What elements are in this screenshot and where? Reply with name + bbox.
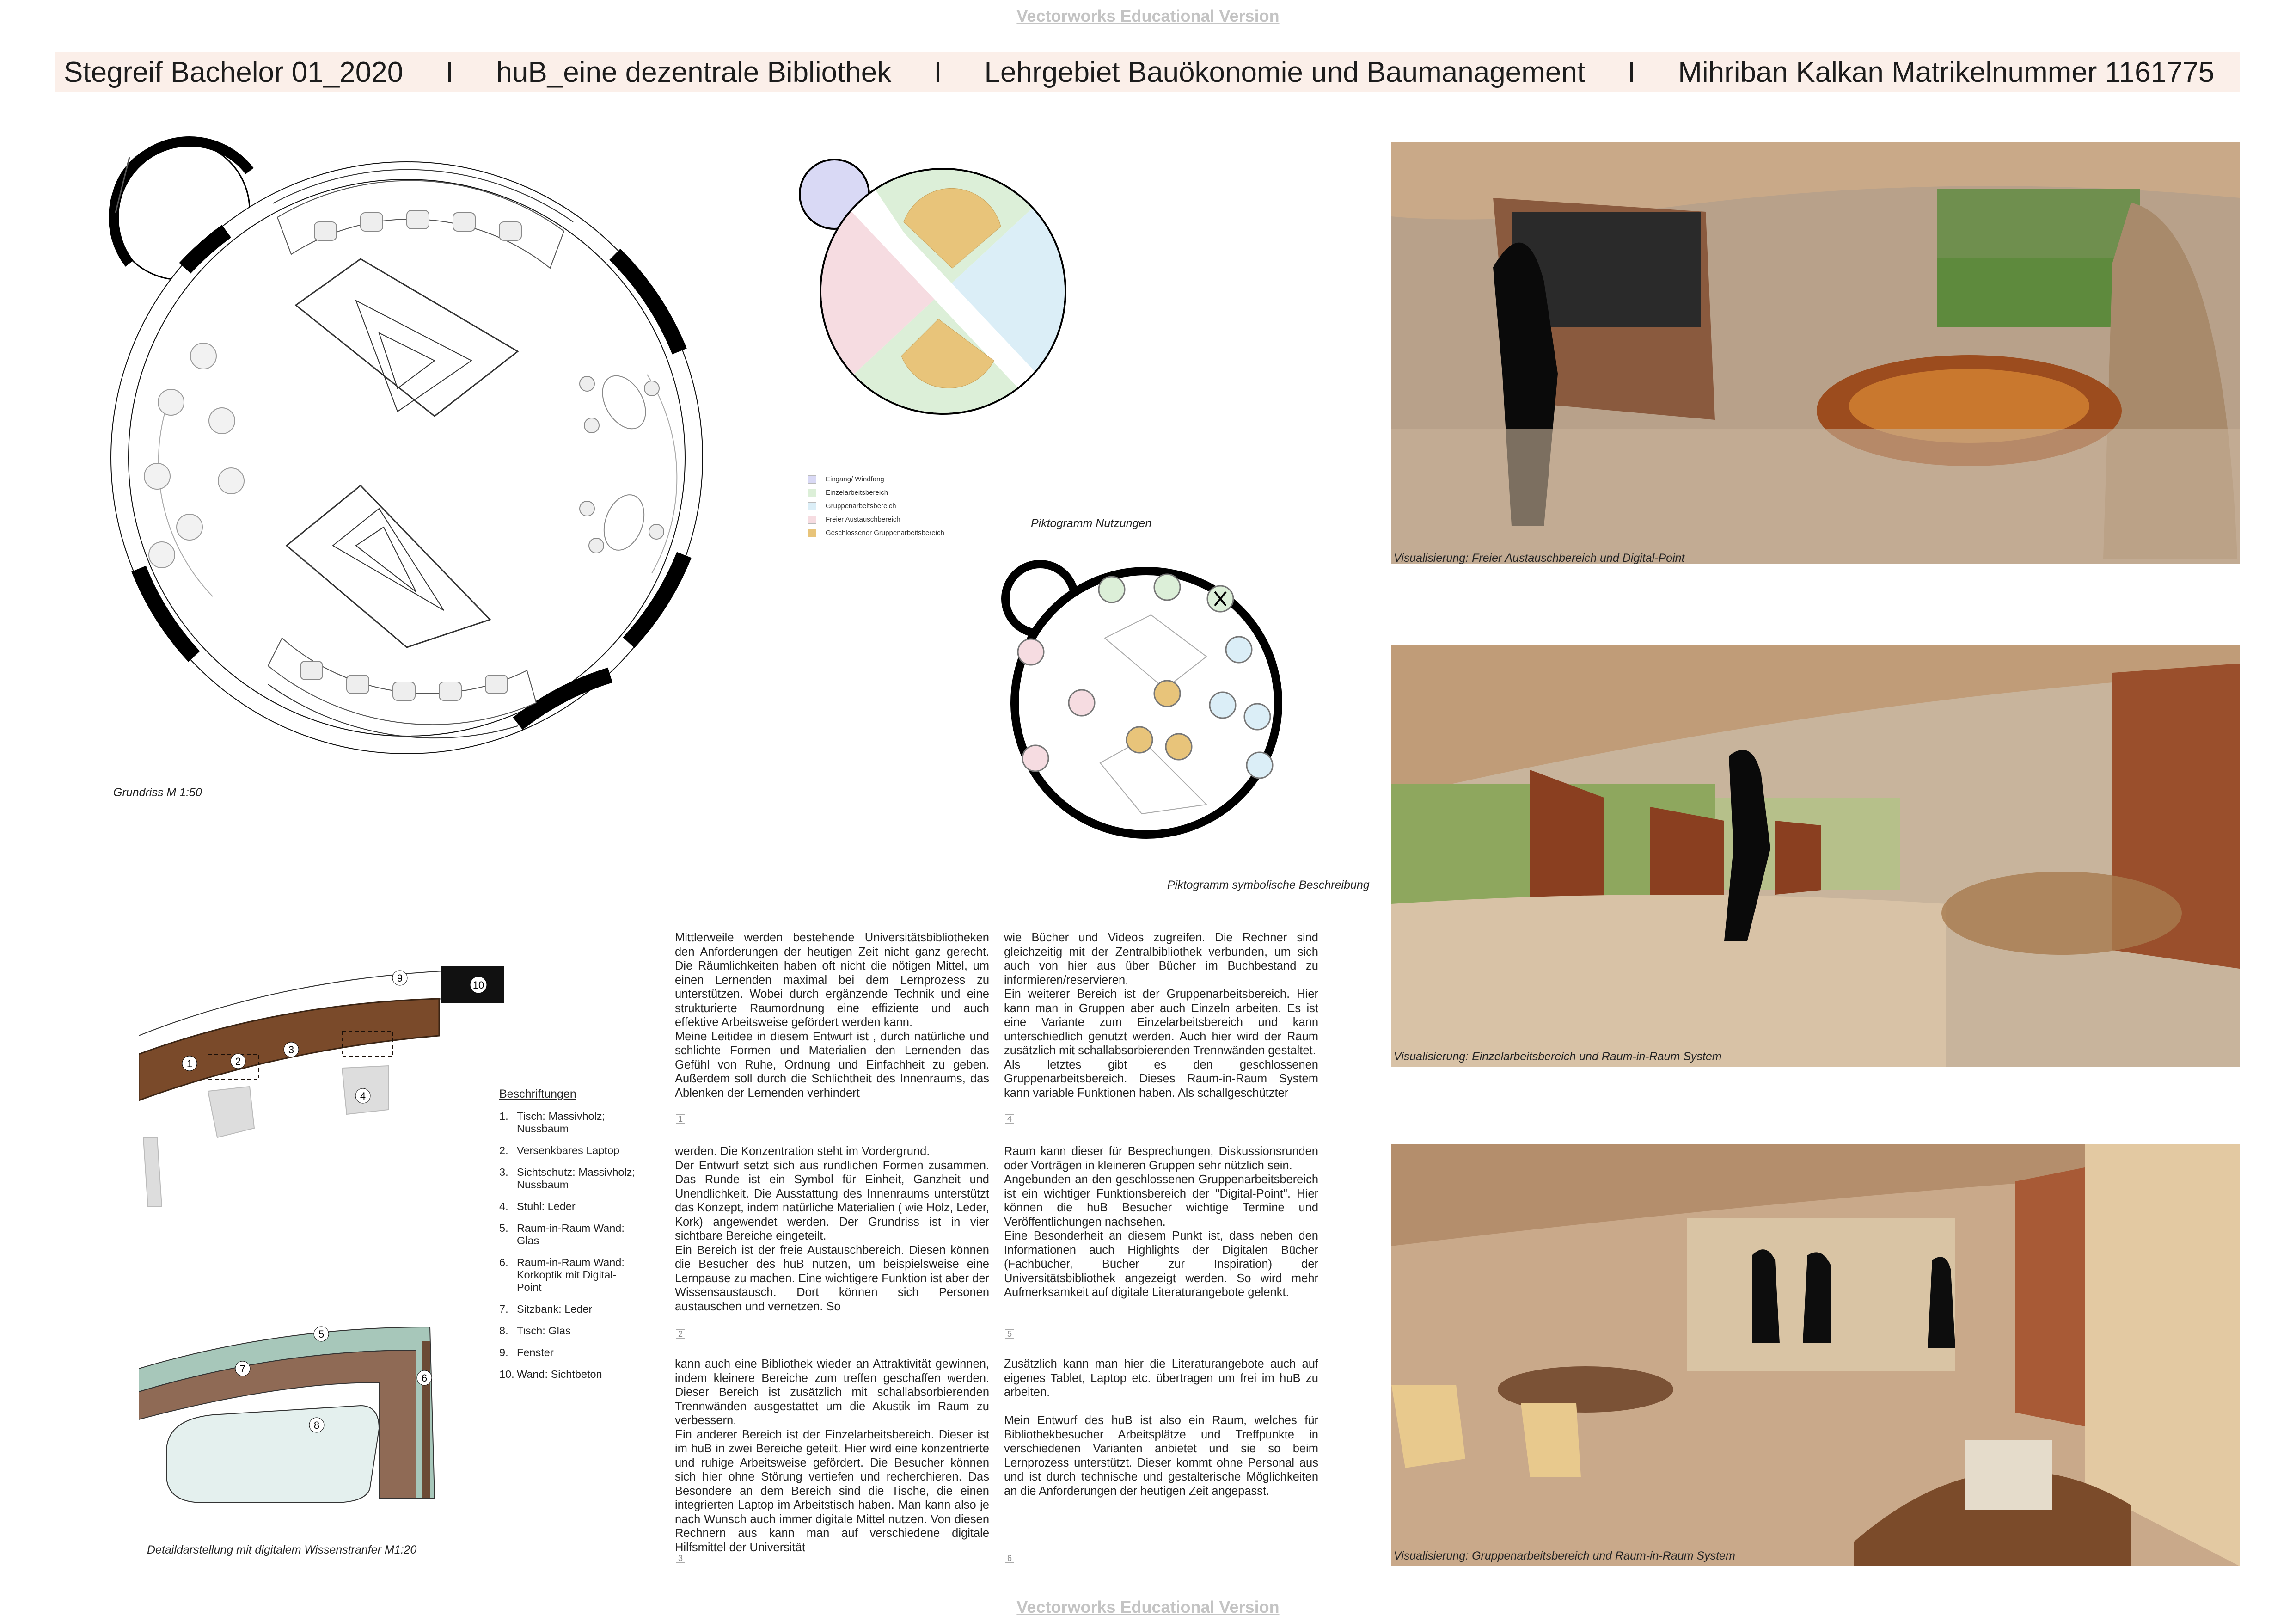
legend-swatch [808,516,816,524]
text-block-5: Raum kann dieser für Besprechungen, Diskussionsrunden oder Vorträgen in kleineren Gruppen sehr nützlich sein. Angebunden an den geschlossenen Gruppenarbeitsbereich ist ein wichtiger Funktionsbereich der "Digital-Point". Hier können die huB Besucher wichtige Termine und Veröffentlichungen nachsehen. Eine Besonderheit an diesem Punkt ist, dass neben den Informationen auch Highlights der Digitalen Bücher (Fachbücher, Bücher zur Inspiration) der Universitätsbibliothek angezeigt werden. So wird mehr Aufmerksamkeit auf digitale Literaturangebote gelenkt. [1004,1145,1318,1299]
text-block-number: 1 [676,1114,685,1124]
title-row [64,52,2214,92]
legend-label: Gruppenarbeitsbereich [826,502,896,510]
title-course: Stegreif Bachelor 01_2020 [64,56,404,88]
beschriftung-item: 1. Tisch: Massivholz; Nussbaum [499,1110,606,1135]
svg-text:3: 3 [288,1044,294,1056]
usage-pictogram [790,139,1086,435]
text-block-number: 2 [676,1329,685,1339]
text-block-number: 5 [1005,1329,1014,1339]
render-caption-1: Visualisierung: Freier Austauschbereich und Digital-Point [1394,552,1685,565]
legend-swatch [808,475,816,484]
svg-text:2: 2 [235,1056,241,1067]
beschriftung-item: 9. Fenster [499,1346,554,1358]
text-block-4: wie Bücher und Videos zugreifen. Die Rechner sind gleichzeitig mit der Zentralbibliothek verbunden, um sich auch von hier aus über Bücher im Buchbestand zu informieren/reservieren. Ein weiterer Bereich ist der Gruppenarbeitsbereich. Hier kann man in Gruppen aber auch Einzeln arbeiten. Es ist eine Variante zum Einzelarbeitsbereich und kann unterschiedlich genutzt werden. Auch hier wird der Raum zusätzlich mit schallabsorbierenden Trennwänden gestaltet. Als letztes gibt es den geschlossenen Gruppenarbeitsbereich. Dieses Raum-in-Raum System kann variable Funktionen haben. Als schallgeschützter [1004,931,1318,1100]
svg-text:6: 6 [421,1372,428,1384]
legend-swatch [808,529,816,537]
text-block-3: kann auch eine Bibliothek wieder an Attraktivität gewinnen, indem kleinere Bereiche zum treffen geschaffen werden. Dieser Bereich ist zusätzlich mit schallabsorbierenden Trennwänden ausgestattet um die Akustik im Raum zu verbessern. Ein anderer Bereich ist der Einzelarbeitsbereich. Dieser ist im huB in zwei Bereiche geteilt. Hier wird eine konzentrierte und ruhige Arbeitsweise gefördert. Die Besucher können sich hier ohne Störung vertiefen und recherchieren. Das Besondere an dem Bereich sind die Tische, die einen integrierten Laptop im Arbeitstisch haben. Man kann also je nach Wunsch auch immer digitale Mittel nutzen. Von diesen Rechnern aus kann man auf verschiedene digitale Hilfsmittel der Universität [675,1358,989,1554]
beschriftung-item: 7. Sitzbank: Leder [499,1303,593,1315]
text-block-1: Mittlerweile werden bestehende Universitätsbibliotheken den Anforderungen der heutigen Zeit nicht ganz gerecht. Die Räumlichkeiten haben oft nicht die nötigen Mittel, um einen Lernenden maximal bei dem Lernprozess zu unterstützen. Wobei durch ergänzende Technik und eine strukturierte Raumordnung eine effiziente und auch effektive Arbeitsweise gefördert werden kann. Meine Leitidee in diesem Entwurf ist , durch natürliche und schlichte Formen und Materialien den Lernenden das Gefühl von Ruhe, Ordnung und Einfachheit zu geben. Außerdem soll durch die Schlichtheit des Innenraums, das Ablenken der Lernenden verhindert [675,931,989,1100]
beschriftungen-title: Beschriftungen [499,1087,576,1100]
watermark-bottom: Vectorworks Educational Version [1016,1597,1280,1616]
beschriftung-item: 6. Raum-in-Raum Wand: Korkoptik mit Digital-Point [499,1256,625,1293]
title-bar [55,52,2240,92]
render-caption-2: Visualisierung: Einzelarbeitsbereich und Raum-in-Raum System [1394,1050,1722,1063]
render-gruppenarbeitsbereich [1391,1144,2240,1566]
render-austauschbereich [1391,142,2240,564]
grundriss-caption: Grundriss M 1:50 [113,786,202,799]
title-department: Lehrgebiet Bauökonomie und Baumanagement [984,56,1586,88]
beschriftung-item: 8. Tisch: Glas [499,1325,571,1337]
title-project: huB_eine dezentrale Bibliothek [496,56,892,88]
usage-legend [808,473,944,540]
svg-text:4: 4 [360,1090,366,1102]
beschriftung-item: 3. Sichtschutz: Massivholz; Nussbaum [499,1166,635,1191]
text-block-number: 3 [676,1554,685,1563]
piktogramm-nutzungen-caption: Piktogramm Nutzungen [1031,517,1152,530]
svg-text:8: 8 [313,1419,320,1431]
legend-label: Eingang/ Windfang [826,475,884,483]
title-separator: I [934,56,942,88]
beschriftungen [499,1087,637,1381]
render-caption-3: Visualisierung: Gruppenarbeitsbereich und Raum-in-Raum System [1394,1549,1735,1562]
text-block-number: 6 [1005,1554,1014,1563]
beschriftung-item: 4. Stuhl: Leder [499,1200,576,1212]
text-block-2: werden. Die Konzentration steht im Vordergrund. Der Entwurf setzt sich aus rundlichen Formen zusammen. Das Runde ist ein Symbol für Einheit, Ganzheit und Unendlichkeit. Die Ausstattung des Innenraums unterstützt das Konzept, indem natürliche Materialien ( wie Holz, Leder, Kork) angewendet werden. Der Grundriss ist in vier sichtbare Bereiche eingeteilt. Ein Bereich ist der freie Austauschbereich. Diesen können die Besucher des huB nutzen, um beispielsweise eine Lernpause zu machen. Eine wichtigere Funktion ist aber der Wissensaustausch. Dort können sich Personen austauschen und vernetzen. So [675,1145,989,1313]
title-separator: I [446,56,454,88]
watermark-top: Vectorworks Educational Version [1016,6,1280,25]
svg-text:10: 10 [472,979,484,991]
beschriftung-item: 10. Wand: Sichtbeton [499,1368,602,1380]
svg-text:1: 1 [186,1058,193,1069]
legend-label: Geschlossener Gruppenarbeitsbereich [826,529,944,537]
legend-swatch [808,489,816,497]
text-block-6: Zusätzlich kann man hier die Literaturangebote auch auf eigenes Tablet, Laptop etc. übertragen um frei im huB zu arbeiten. Mein Entwurf des huB ist also ein Raum, welches für Bibliothekbesucher Arbeitsplätze und Treffpunkte in verschiedenen Varianten anbietet und sie so beim Lernprozess unterstützt. Dieser kommt ohne Personal aus und ist durch technische und gestalterische Möglichkeiten an die Anforderungen der heutigen Zeit angepasst. [1004,1358,1318,1498]
floor-plan [74,129,740,786]
legend-label: Freier Austauschbereich [826,516,900,523]
beschriftung-item: 5. Raum-in-Raum Wand: Glas [499,1222,625,1247]
piktogramm-symbolisch-caption: Piktogramm symbolische Beschreibung [1167,879,1370,891]
legend-label: Einzelarbeitsbereich [826,489,888,497]
legend-swatch [808,502,816,510]
svg-text:5: 5 [318,1328,325,1340]
svg-text:9: 9 [397,972,403,984]
title-author: Mihriban Kalkan Matrikelnummer 1161775 [1678,56,2215,88]
text-block-number: 4 [1005,1114,1014,1124]
detail-caption: Detaildarstellung mit digitalem Wissenstranfer M1:20 [147,1543,417,1556]
render-einzelarbeitsbereich [1391,645,2240,1067]
detail-glass-table [166,1406,379,1503]
symbolic-pictogram [989,546,1313,851]
detail-drawing-desk [139,962,508,1221]
beschriftung-item: 2. Versenkbares Laptop [499,1144,620,1156]
svg-text:7: 7 [239,1363,246,1375]
detail-drawing-room [139,1313,439,1517]
title-separator: I [1628,56,1636,88]
